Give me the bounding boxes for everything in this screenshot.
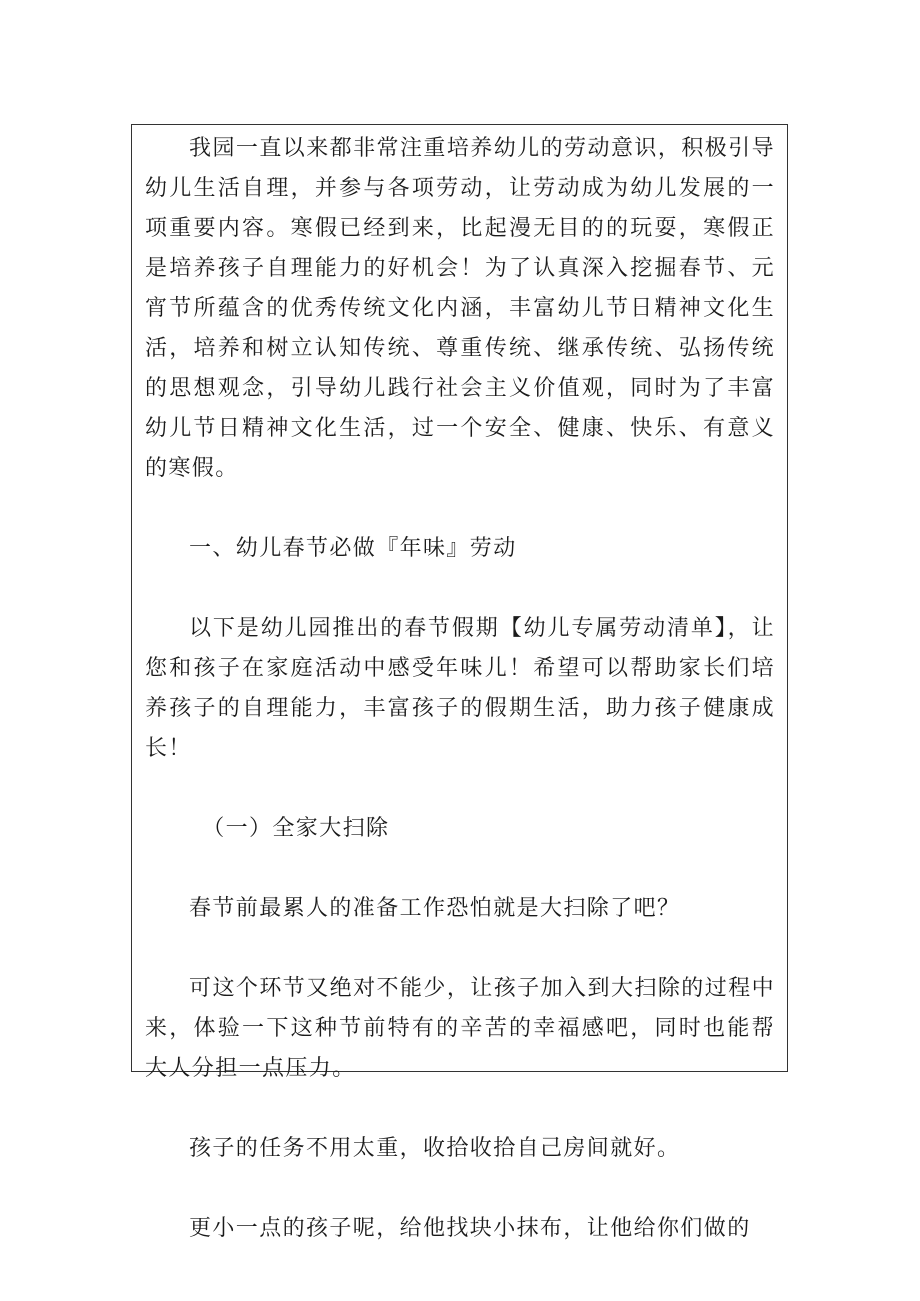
body-paragraph: 可这个环节又绝对不能少，让孩子加入到大扫除的过程中来，体验一下这种节前特有的辛苦的幸福感吧，同时也能帮大人分担一点压力。: [145, 976, 775, 1081]
intro-paragraph: 我园一直以来都非常注重培养幼儿的劳动意识，积极引导幼儿生活自理，并参与各项劳动，让劳动成为幼儿发展的一项重要内容。寒假已经到来，比起漫无目的的玩耍，寒假正是培养孩子自理能力的好机会！为了认真深入挖掘春节、元宵节所蕴含的优秀传统文化内涵，丰富幼儿节日精神文化生活，培养和树立认知传统、尊重传统、继承传统、弘扬传统的思想观念，引导幼儿践行社会主义价值观，同时为了丰富幼儿节日精神文化生活，过一个安全、健康、快乐、有意义的寒假。: [145, 136, 775, 481]
section-heading: 一、幼儿春节必做『年味』劳动: [189, 536, 517, 561]
body-paragraph: 春节前最累人的准备工作恐怕就是大扫除了吧？: [189, 896, 681, 921]
spacer: [145, 489, 775, 529]
subsection-heading: （一）全家大扫除: [202, 816, 390, 841]
spacer: [145, 929, 775, 969]
spacer: [145, 769, 775, 809]
body-paragraph: 孩子的任务不用太重，收拾收拾自己房间就好。: [189, 1136, 681, 1161]
list-intro-paragraph: 以下是幼儿园推出的春节假期【幼儿专属劳动清单】，让您和孩子在家庭活动中感受年味儿！希望可以帮助家长们培养孩子的自理能力，丰富孩子的假期生活，助力孩子健康成长！: [145, 616, 775, 761]
spacer: [145, 849, 775, 889]
spacer: [145, 1089, 775, 1129]
document-frame: [131, 124, 788, 1241]
body-paragraph: 更小一点的孩子呢，给他找块小抹布，让他给你们做的: [189, 1216, 751, 1241]
spacer: [145, 569, 775, 609]
spacer: [145, 1169, 775, 1209]
